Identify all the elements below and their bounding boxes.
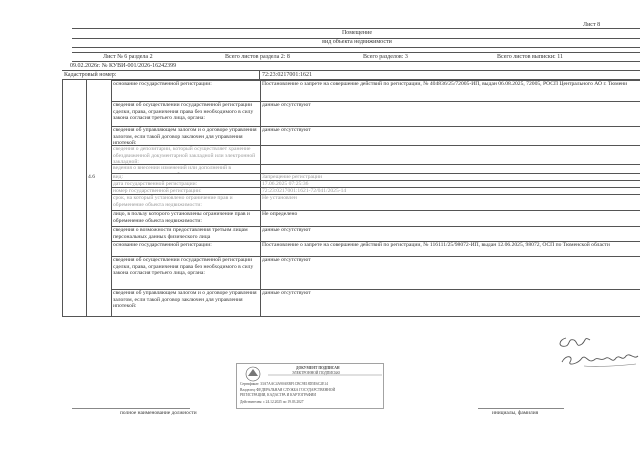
table-row-label: сведения о депозитарии, который осуществляет хранение обездвиженной документарной закладной или электронной закладной: [113, 146, 256, 164]
table-row-value: 17.06.2025 07:25:36 [262, 181, 309, 187]
cadastral-label: Кадастровый номер: [64, 72, 117, 78]
stamp-title-1: ДОКУМЕНТ ПОДПИСАН [296, 366, 340, 370]
sheet-of-section: Лист № 6 раздела 2 [103, 54, 153, 60]
header-bottom-border [72, 47, 640, 48]
table-row-value: Не определено [262, 211, 298, 217]
table-row-number: 4.6 [88, 174, 95, 180]
table-row-label: сведения об управляющем залогом и о договоре управления залогом, если такой договор заключен для управления ипотекой: [113, 290, 257, 310]
electronic-signature-stamp [236, 363, 384, 409]
total-sheets-extract: Всего листов выписки: 11 [497, 54, 563, 60]
stamp-owner: Владелец: ФЕДЕРАЛЬНАЯ СЛУЖБА ГОСУДАРСТВЕННОЙ [240, 388, 336, 392]
table-row-value: данные отсутствуют [262, 127, 311, 133]
table-row-label: дата государственной регистрации: [113, 181, 198, 187]
stamp-owner-2: РЕГИСТРАЦИИ, КАДАСТРА И КАРТОГРАФИИ [240, 393, 316, 397]
table-mid-border [260, 80, 261, 316]
table-row-value [262, 165, 638, 173]
sheet-label: Лист 8 [583, 22, 601, 28]
table-row-value: Запрещение регистрации [262, 174, 322, 180]
table-row-value: данные отсутствуют [262, 102, 311, 108]
cadastral-number: 72:23:0217001:1621 [262, 72, 313, 78]
table-num-border [86, 80, 87, 316]
total-sheets-section: Всего листов раздела 2: 8 [225, 54, 290, 60]
table-label-border [111, 80, 112, 316]
stamp-title-2: ЭЛЕКТРОННОЙ ПОДПИСЬЮ [292, 371, 341, 375]
table-row-label: ведения о внесении изменений или дополнений в [113, 165, 231, 171]
footer-right-underline [478, 408, 564, 409]
table-row-label: основание государственной регистрации: [113, 242, 212, 248]
table-bottom-border [62, 316, 640, 317]
total-sections: Всего разделов: 3 [363, 54, 408, 60]
table-row-label: номер государственной регистрации: [113, 188, 202, 194]
table-row-value [262, 146, 638, 164]
footer-left-underline [72, 408, 190, 409]
table-row-value: данные отсутствуют [262, 257, 311, 263]
table-row-label: вид: [113, 174, 124, 180]
premise-subtitle: вид объекта недвижимости [322, 39, 392, 45]
table-row-value: данные отсутствуют [262, 290, 311, 296]
table-row-label: сведения об осуществлении государственной регистрации сделки, права, ограничения права без необходимого в силу закона согласия третьего лица, органа: [113, 257, 254, 277]
stamp-validity: Действителен: с 24.12.2025 по 19.03.2027 [240, 400, 304, 404]
handwritten-signature-icon [556, 326, 640, 370]
table-row-label: сведения о возможности предоставления третьим лицам персональных данных физического лица [113, 227, 248, 240]
table-row-label: сведения об управляющем залогом и о договоре управления залогом, если такой договор заключен для управления ипотекой: [113, 127, 257, 145]
table-row-label: сведения об осуществлении государственной регистрации сделки, права, ограничения права без необходимого в силу закона согласия третьего лица, органа: [113, 102, 254, 122]
stamp-certificate: Сертификат: 33A7AAC4A90AEBF1CBC9E18D5E6C2E14 [240, 382, 328, 386]
table-row-value: Постановление о запрете на совершение действий по регистрации, № 116111/25/98072-ИП, выдан 12.06.2025, 98072, ОСП по Тюменской области [262, 242, 610, 248]
position-caption: полное наименование должности [120, 410, 197, 416]
table-row-label: лицо, в пользу которого установлены ограничение прав и обременение объекта недвижимости: [113, 211, 250, 224]
table-row-value: 72:23:0217001:1621-72/041/2025-14 [262, 188, 347, 194]
document-reference: 09.02.2026г. № КУВИ-001/2026-16242399 [70, 63, 177, 69]
summary-top-border [72, 52, 640, 53]
table-left-border [62, 80, 63, 316]
cadastral-divider [259, 70, 260, 79]
table-row-value: данные отсутствуют [262, 227, 311, 233]
table-row-label: основание государственной регистрации: [113, 81, 212, 87]
cadastral-top-border [62, 70, 640, 71]
table-row-value: Не установлен [262, 195, 297, 201]
initials-caption: инициалы, фамилия [492, 410, 539, 416]
header-top-border [72, 28, 640, 29]
table-row-value: Постановление о запрете на совершение действий по регистрации, № 404836/25/72005-ИП, выдан 06.08.2025, 72005, РОСП Центрального АО г. Тюмени [262, 81, 628, 87]
summary-bottom-border [72, 61, 640, 62]
table-row-label: срок, на который установлено ограничение прав и обременение объекта недвижимости: [113, 195, 233, 208]
premise-title: Помещение [341, 30, 373, 36]
